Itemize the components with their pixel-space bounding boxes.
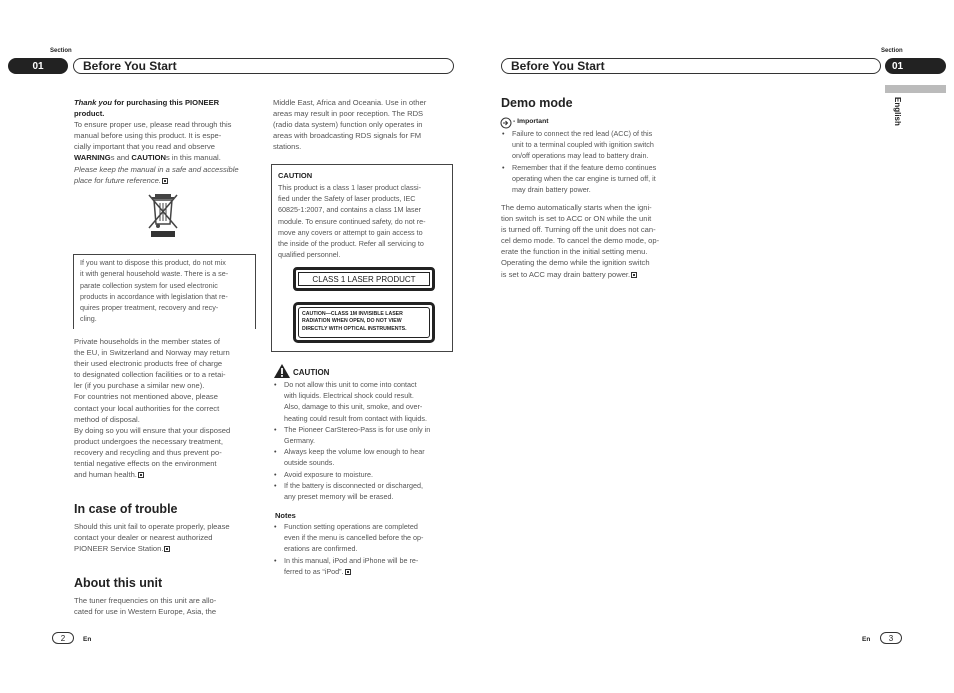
- tuner-line: stations.: [273, 142, 302, 152]
- notes-item: • Function setting operations are completed even if the menu is cancelled before the op- erations are confirmed.: [273, 521, 458, 555]
- class1m-line: RADIATION WHEN OPEN, DO NOT VIEW: [302, 318, 402, 325]
- about-line: The tuner frequencies on this unit are allo-: [74, 596, 217, 605]
- brand-text: PIONEER: [184, 98, 220, 107]
- laser-caution-line: the inside of the product. Refer all servicing to: [278, 239, 424, 249]
- trouble-line: PIONEER Service Station.: [74, 544, 164, 554]
- trouble-line: contact your dealer or nearest authorized: [74, 533, 213, 543]
- households-line: the EU, in Switzerland and Norway may return: [74, 348, 230, 358]
- tuner-line: areas may result in poor reception. The RDS: [273, 109, 424, 119]
- disposal-line: parate collection system for used electronic: [80, 280, 218, 290]
- trouble-line: Should this unit fail to operate properly, please: [74, 522, 230, 531]
- disposal-line: products in accordance with legislation that re-: [80, 291, 228, 301]
- demo-line: is turned off. Turning off the unit does not can-: [501, 225, 656, 235]
- about-line: cated for use in Western Europe, Asia, the: [74, 607, 217, 617]
- tuner-continued-paragraph: [273, 97, 458, 152]
- households-line: their used electronic products free of charge: [74, 359, 223, 369]
- caution-word: CAUTION: [131, 153, 166, 163]
- section-label-right: Section: [881, 48, 903, 54]
- tuner-line: Middle East, Africa and Oceania. Use in other: [273, 98, 427, 107]
- laser-caution-line: move any covers or attempt to gain access to: [278, 227, 423, 237]
- class1m-laser-label: [298, 307, 430, 338]
- about-heading: About this unit: [74, 576, 163, 590]
- caution-item: • If the battery is disconnected or discharged, any preset memory will be erased.: [273, 480, 458, 502]
- page-number-right: 3: [880, 632, 902, 644]
- disposal-notice-box: [73, 254, 256, 329]
- laser-caution-line: fied under the Safety of laser products, IEC: [278, 194, 416, 204]
- caution-list: [273, 379, 458, 502]
- intro-italic-line: place for future reference.: [74, 175, 161, 185]
- notes-heading: Notes: [275, 511, 296, 520]
- disposal-line: cling.: [80, 314, 97, 324]
- laser-caution-line: module. To ensure continued safety, do not re-: [278, 216, 426, 226]
- warning-word: WARNING: [74, 153, 111, 163]
- households-line: recovery and recycling and thus prevent po-: [74, 447, 222, 457]
- demo-line: tion switch is set to ACC or ON while the unit: [501, 214, 652, 224]
- households-line: ler (if you purchase a similar new one).: [74, 381, 205, 391]
- crossed-bin-icon: [146, 192, 180, 238]
- end-mark-icon: [164, 546, 170, 552]
- households-line: and human health.: [74, 470, 137, 480]
- end-mark-icon: [162, 178, 168, 184]
- page-number-left: 2: [52, 632, 74, 644]
- important-item: • Remember that if the feature demo continues operating when the car engine is turned off, it may drain battery power.: [501, 162, 686, 196]
- demo-line: Operating the demo while the ignition switch: [501, 258, 650, 268]
- households-line: For countries not mentioned above, please: [74, 392, 218, 402]
- section-number-badge-right: 01: [885, 58, 946, 74]
- laser-caution-box: [271, 164, 453, 352]
- demo-line: is set to ACC may drain battery power.: [501, 269, 631, 279]
- important-list: [501, 128, 686, 195]
- intro-product-text: product.: [74, 109, 105, 119]
- laser-caution-line: 60825-1:2007, and contains a class 1M laser: [278, 205, 422, 215]
- section-header-title: Before You Start: [73, 58, 454, 74]
- households-line: product undergoes the necessary treatment,: [74, 436, 224, 446]
- warning-triangle-icon: [273, 363, 291, 379]
- language-tab-label-wrap: [890, 97, 902, 137]
- households-line: contact your local authorities for the correct: [74, 403, 220, 413]
- disposal-line: it with general household waste. There is a se-: [80, 269, 229, 279]
- class1m-line: CAUTION—CLASS 1M INVISIBLE LASER: [302, 311, 403, 317]
- class1-laser-label: CLASS 1 LASER PRODUCT: [298, 272, 430, 286]
- intro-connector: s and: [110, 153, 132, 163]
- section-header-title-right: Before You Start: [501, 58, 881, 74]
- laser-caution-line: This product is a class 1 laser product classi-: [278, 183, 422, 192]
- demo-line: cel demo mode. To cancel the demo mode, op-: [501, 236, 660, 246]
- thankyou-text: Thank you: [74, 98, 112, 107]
- notes-item: • In this manual, iPod and iPhone will be re- ferred to as “iPod”.: [273, 555, 458, 577]
- laser-caution-line: qualified personnel.: [278, 250, 341, 260]
- page-lang-right: En: [862, 636, 871, 643]
- about-paragraph: [74, 595, 264, 617]
- intro-line: manual before using this product. It is espe-: [74, 131, 222, 141]
- notes-list: [273, 521, 458, 577]
- laser-caution-title: CAUTION: [278, 171, 313, 180]
- demo-mode-heading: Demo mode: [501, 96, 573, 110]
- tuner-line: areas with broadcasting RDS signals for FM: [273, 131, 422, 141]
- intro-block: [74, 97, 259, 186]
- end-mark-icon: [631, 272, 637, 278]
- tuner-line: (radio data system) function only operates in: [273, 120, 423, 130]
- section-number-badge: 01: [8, 58, 68, 74]
- important-icon: [500, 116, 512, 128]
- important-item: • Failure to connect the red lead (ACC) of this unit to a terminal coupled with ignition switch on/off operations may lead to battery drain.: [501, 128, 686, 162]
- page-lang-left: En: [83, 636, 92, 643]
- laser-caution-text: [278, 182, 450, 260]
- demo-line: The demo automatically starts when the igni-: [501, 203, 652, 212]
- trouble-heading: In case of trouble: [74, 502, 178, 516]
- households-line: Private households in the member states of: [74, 337, 221, 346]
- caution-item: • Do not allow this unit to come into contact with liquids. Electrical shock could result. Also, damage to this unit, smoke, and over- heating could result from contact with liquids.: [273, 379, 458, 424]
- households-line: By doing so you will ensure that your disposed: [74, 425, 231, 435]
- important-label: - Important: [513, 118, 549, 125]
- caution-item: • Always keep the volume low enough to hear outside sounds.: [273, 446, 458, 468]
- intro-line: To ensure proper use, please read through this: [74, 120, 232, 130]
- demo-line: erate the function in the initial setting menu.: [501, 247, 648, 257]
- households-line: tential negative effects on the environment: [74, 459, 217, 469]
- caution-item: • Avoid exposure to moisture.: [273, 469, 458, 480]
- households-paragraph: [74, 336, 264, 480]
- intro-connector: s in this manual.: [165, 153, 221, 163]
- disposal-line: If you want to dispose this product, do not mix: [80, 258, 226, 267]
- trouble-paragraph: [74, 521, 264, 554]
- section-label: Section: [50, 48, 72, 54]
- households-line: to designated collection facilities or to a retai-: [74, 370, 226, 380]
- end-mark-icon: [345, 569, 351, 575]
- caution-item: • The Pioneer CarStereo-Pass is for use only in Germany.: [273, 424, 458, 446]
- language-tab-bar: [885, 85, 946, 93]
- demo-paragraph: [501, 202, 691, 280]
- caution-heading: CAUTION: [293, 368, 330, 377]
- intro-italic-line: Please keep the manual in a safe and accessible: [74, 164, 239, 174]
- class1m-line: DIRECTLY WITH OPTICAL INSTRUMENTS.: [302, 325, 407, 332]
- households-line: method of disposal.: [74, 414, 140, 424]
- language-tab-label: English: [893, 97, 902, 126]
- intro-line: cially important that you read and observe: [74, 142, 215, 152]
- intro-for-text: for purchasing this: [111, 98, 185, 107]
- end-mark-icon: [138, 472, 144, 478]
- disposal-line: quires proper treatment, recovery and recy-: [80, 303, 219, 313]
